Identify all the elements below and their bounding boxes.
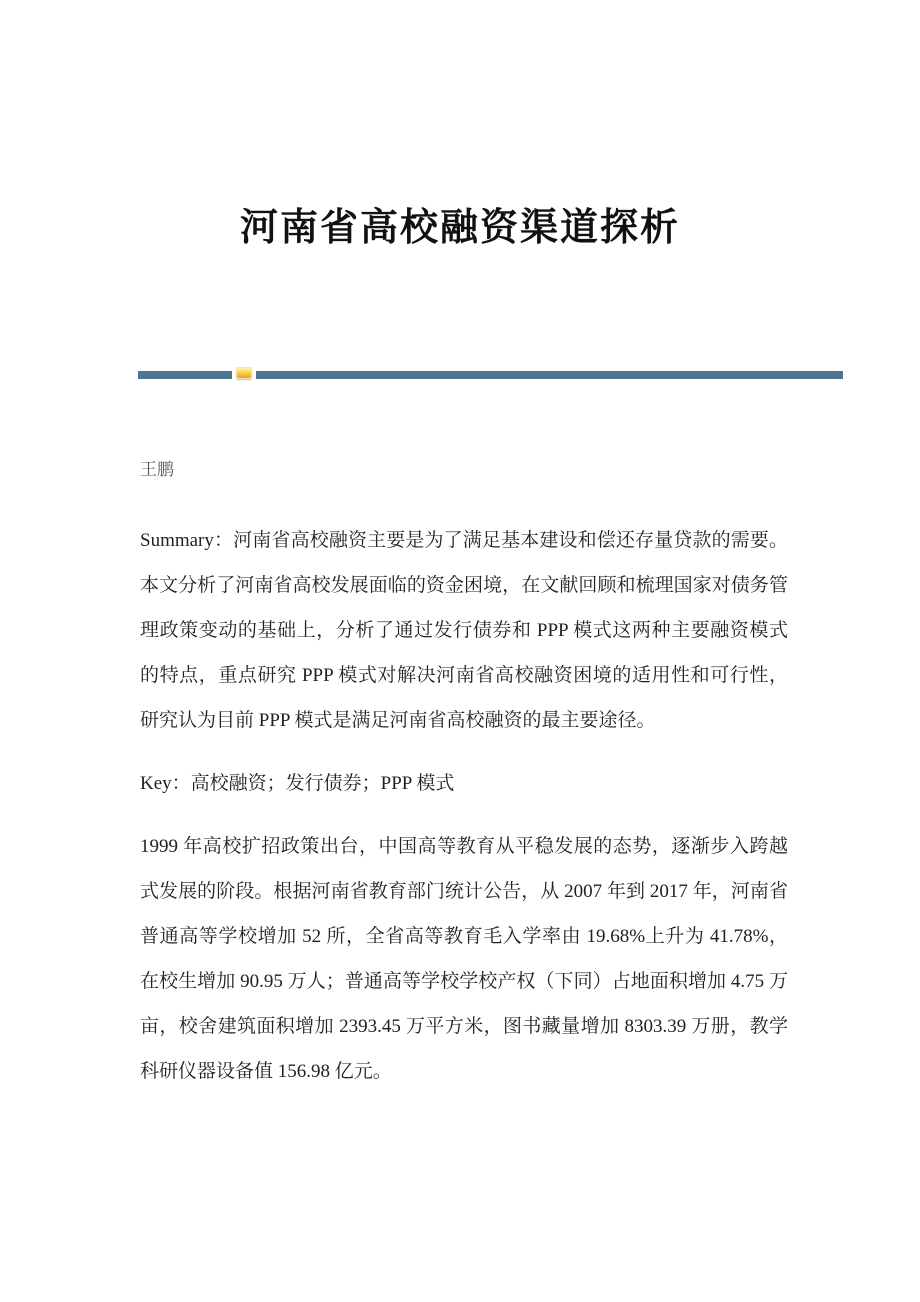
intro-paragraph: 1999 年高校扩招政策出台，中国高等教育从平稳发展的态势，逐渐步入跨越式发展的阶段。根据河南省教育部门统计公告，从 2007 年到 2017 年，河南省普通高等学校增加 52 所，全省高等教育毛入学率由 19.68%上升为 41.78%，在校生增加 90.95 万人；普通高等学校学校产权（下同）占地面积增加 4.75 万亩，校舍建筑面积增加 2393.45 万平方米，图书藏量增加 8303.39 万册，教学科研仪器设备值 156.98 亿元。 xyxy=(140,836,788,1082)
title-divider xyxy=(138,368,843,382)
document-body xyxy=(140,518,788,1094)
summary-paragraph: Summary：河南省高校融资主要是为了满足基本建设和偿还存量贷款的需要。本文分析了河南省高校发展面临的资金困境，在文献回顾和梳理国家对债务管理政策变动的基础上，分析了通过发行债券和 PPP 模式这两种主要融资模式的特点，重点研究 PPP 模式对解决河南省高校融资困境的适用性和可行性，研究认为目前 PPP 模式是满足河南省高校融资的最主要途径。 xyxy=(140,530,788,731)
divider-line-right xyxy=(256,371,843,379)
document-title: 河南省高校融资渠道探析 xyxy=(239,207,680,249)
envelope-icon xyxy=(236,367,252,379)
author-name: 王鹏 xyxy=(140,460,174,479)
divider-line-left xyxy=(138,371,232,379)
keywords-paragraph: Key：高校融资；发行债券；PPP 模式 xyxy=(140,773,455,794)
